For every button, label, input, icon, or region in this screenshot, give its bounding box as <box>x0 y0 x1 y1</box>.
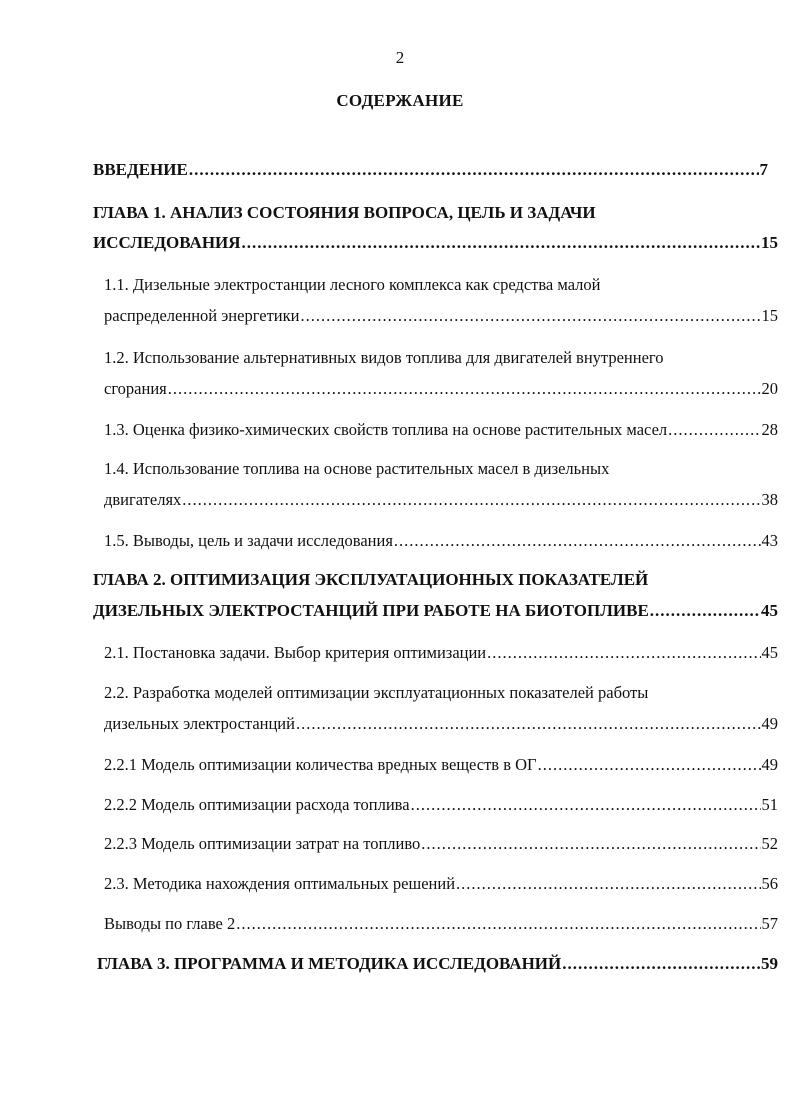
toc-entry-text: ГЛАВА 2. ОПТИМИЗАЦИЯ ЭКСПЛУАТАЦИОННЫХ ПОКАЗАТЕЛЕЙ <box>93 570 649 589</box>
toc-entry-text: ИССЛЕДОВАНИЯ <box>93 233 241 252</box>
dot-leader <box>538 755 761 775</box>
toc-entry-text: ГЛАВА 1. АНАЛИЗ СОСТОЯНИЯ ВОПРОСА, ЦЕЛЬ И ЗАДАЧИ <box>93 203 596 222</box>
toc-entry-text: ВВЕДЕНИЕ <box>93 160 188 179</box>
toc-entry-text: ДИЗЕЛЬНЫХ ЭЛЕКТРОСТАНЦИЙ ПРИ РАБОТЕ НА БИОТОПЛИВЕ <box>93 601 649 620</box>
toc-row <box>104 490 778 510</box>
toc-page-number: 45 <box>761 643 778 662</box>
toc-entry-text: 2.2.3 Модель оптимизации затрат на топливо <box>104 834 421 853</box>
toc-row <box>104 306 778 326</box>
page-number: 2 <box>395 48 405 67</box>
toc-row <box>97 954 778 974</box>
toc-page-number: 45 <box>761 601 778 620</box>
toc-page-number: 49 <box>761 755 778 774</box>
toc-entry-text: ГЛАВА 3. ПРОГРАММА И МЕТОДИКА ИССЛЕДОВАНИЙ <box>97 954 562 973</box>
toc-page-number: 59 <box>761 954 778 973</box>
toc-page-number: 52 <box>761 834 778 853</box>
toc-row <box>104 714 778 734</box>
dot-leader <box>456 874 760 894</box>
dot-leader <box>394 531 761 551</box>
dot-leader <box>562 954 760 974</box>
toc-entry-text: дизельных электростанций <box>104 714 295 733</box>
dot-leader <box>182 490 760 510</box>
toc-row <box>104 643 778 663</box>
toc-row <box>104 531 778 551</box>
dot-leader <box>296 714 761 734</box>
toc-entry-text: 2.2.1 Модель оптимизации количества вредных веществ в ОГ <box>104 755 537 774</box>
toc-page-number: 49 <box>761 714 778 733</box>
toc-entry-text: 1.4. Использование топлива на основе растительных масел в дизельных <box>104 459 610 478</box>
dot-leader <box>668 420 760 440</box>
toc-page-number: 20 <box>761 379 778 398</box>
toc-page-number: 51 <box>761 795 778 814</box>
toc-row <box>104 420 778 440</box>
toc-row <box>93 233 778 253</box>
dot-leader <box>300 306 760 326</box>
toc-page-number: 43 <box>761 531 778 550</box>
toc-page-number: 57 <box>761 914 778 933</box>
toc-page-number: 56 <box>761 874 778 893</box>
toc-row <box>93 601 778 621</box>
toc-row <box>104 379 778 399</box>
dot-leader <box>189 160 759 180</box>
toc-row <box>93 160 768 180</box>
dot-leader <box>236 914 760 934</box>
toc-page-number: 38 <box>761 490 778 509</box>
dot-leader <box>168 379 761 399</box>
toc-entry-text: 2.1. Постановка задачи. Выбор критерия оптимизации <box>104 643 487 662</box>
dot-leader <box>242 233 760 253</box>
toc-row <box>104 795 778 815</box>
toc-entry-text: двигателях <box>104 490 182 509</box>
dot-leader <box>487 643 760 663</box>
toc-entry-text: распределенной энергетики <box>104 306 300 325</box>
toc-entry-text: 2.2.2 Модель оптимизации расхода топлива <box>104 795 410 814</box>
toc-page-number: 28 <box>761 420 778 439</box>
toc-row <box>104 834 778 854</box>
toc-row <box>104 874 778 894</box>
dot-leader <box>411 795 761 815</box>
dot-leader <box>650 601 760 621</box>
toc-page-number: 7 <box>759 160 768 179</box>
toc-entry-text: 1.2. Использование альтернативных видов топлива для двигателей внутреннего <box>104 348 664 367</box>
toc-row <box>104 914 778 934</box>
toc-entry-text: сгорания <box>104 379 167 398</box>
toc-row <box>104 755 778 775</box>
toc-entry-text: Выводы по главе 2 <box>104 914 236 933</box>
toc-page-number: 15 <box>761 306 778 325</box>
toc-entry-text: 1.3. Оценка физико-химических свойств топлива на основе растительных масел <box>104 420 668 439</box>
toc-entry-text: 2.3. Методика нахождения оптимальных решений <box>104 874 456 893</box>
dot-leader <box>421 834 760 854</box>
toc-page-number: 15 <box>761 233 778 252</box>
toc-entry-text: 1.1. Дизельные электростанции лесного комплекса как средства малой <box>104 275 601 294</box>
toc-entry-text: 1.5. Выводы, цель и задачи исследования <box>104 531 393 550</box>
page-title: СОДЕРЖАНИЕ <box>336 91 464 110</box>
toc-entry-text: 2.2. Разработка моделей оптимизации эксплуатационных показателей работы <box>104 683 649 702</box>
